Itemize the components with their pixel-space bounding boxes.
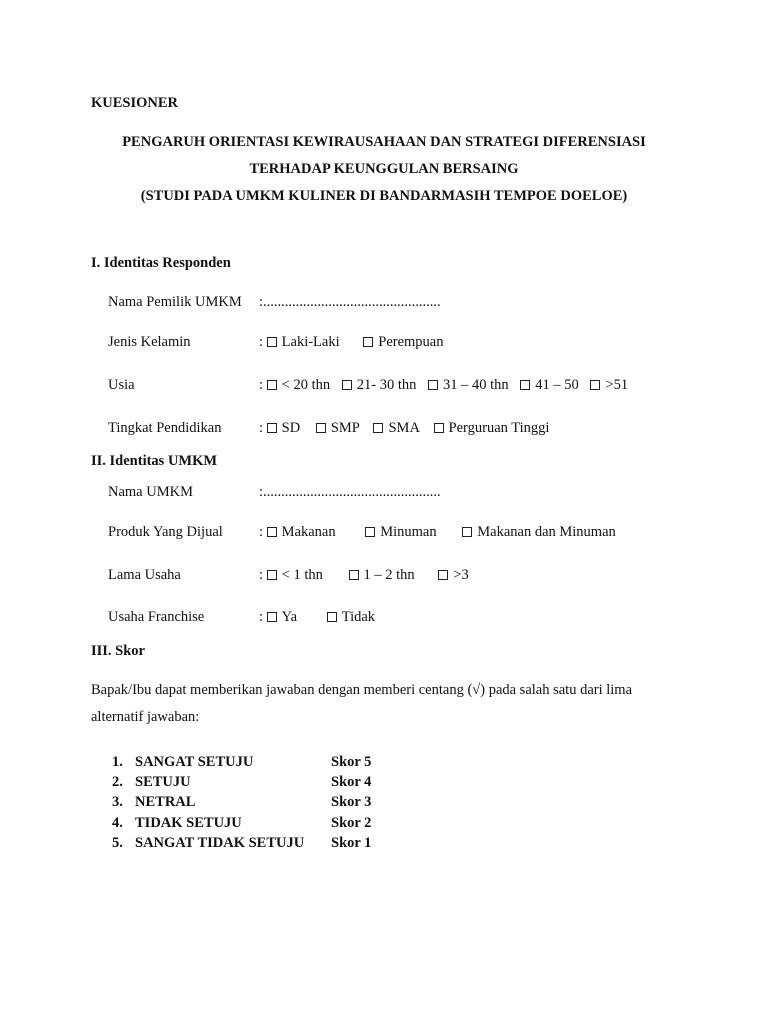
instruction-line-2: alternatif jawaban:: [91, 709, 200, 725]
pendidikan-label: Tingkat Pendidikan: [108, 420, 222, 436]
nama-umkm-field[interactable]: :.................................................: [259, 484, 441, 500]
checkbox-icon[interactable]: [438, 570, 448, 580]
checkbox-icon[interactable]: [363, 337, 373, 347]
section-1-title: I. Identitas Responden: [91, 255, 231, 271]
option-usia-4[interactable]: 41 – 50: [520, 376, 579, 394]
checkbox-icon[interactable]: [590, 380, 600, 390]
instruction-line-1: Bapak/Ibu dapat memberikan jawaban dengan memberi centang (√) pada salah satu dari lima: [91, 682, 633, 698]
score-item-number: 3.: [112, 794, 123, 810]
lama-usaha-label: Lama Usaha: [108, 567, 181, 583]
option-perempuan[interactable]: Perempuan: [363, 333, 443, 351]
checkbox-icon[interactable]: [316, 423, 326, 433]
score-item-number: 1.: [112, 754, 123, 770]
checkbox-icon[interactable]: [342, 380, 352, 390]
option-sma[interactable]: SMA: [373, 419, 419, 437]
option-laki-laki[interactable]: Laki-Laki: [267, 333, 340, 351]
title-line-3: (STUDI PADA UMKM KULINER DI BANDARMASIH TEMPOE DOELOE): [140, 188, 628, 204]
checkbox-icon[interactable]: [327, 612, 337, 622]
option-minuman[interactable]: Minuman: [365, 523, 436, 541]
franchise-options: : Ya Tidak: [259, 609, 376, 625]
score-item-number: 5.: [112, 835, 123, 851]
option-lama-1[interactable]: < 1 thn: [267, 566, 323, 584]
option-lama-2[interactable]: 1 – 2 thn: [349, 566, 415, 584]
option-usia-1[interactable]: < 20 thn: [267, 376, 330, 394]
checkbox-icon[interactable]: [267, 612, 277, 622]
score-item-label: SETUJU: [135, 774, 191, 790]
option-makanan-minuman[interactable]: Makanan dan Minuman: [462, 523, 616, 541]
usia-options: : < 20 thn 21- 30 thn 31 – 40 thn 41 – 50 >51: [259, 377, 629, 393]
checkbox-icon[interactable]: [267, 570, 277, 580]
score-item-value: Skor 2: [331, 815, 372, 831]
nama-pemilik-label: Nama Pemilik UMKM: [108, 294, 242, 310]
checkbox-icon[interactable]: [365, 527, 375, 537]
section-3-title: III. Skor: [91, 643, 145, 659]
title-line-2: TERHADAP KEUNGGULAN BERSAING: [249, 161, 519, 177]
option-smp[interactable]: SMP: [316, 419, 360, 437]
option-usia-3[interactable]: 31 – 40 thn: [428, 376, 509, 394]
section-2-title: II. Identitas UMKM: [91, 453, 218, 469]
pendidikan-options: : SD SMP SMA Perguruan Tinggi: [259, 420, 550, 436]
checkbox-icon[interactable]: [428, 380, 438, 390]
checkbox-icon[interactable]: [267, 527, 277, 537]
doc-heading: KUESIONER: [91, 95, 179, 111]
checkbox-icon[interactable]: [373, 423, 383, 433]
score-item-value: Skor 4: [331, 774, 372, 790]
jenis-kelamin-options: : Laki-Laki Perempuan: [259, 334, 444, 350]
option-perguruan-tinggi[interactable]: Perguruan Tinggi: [434, 419, 550, 437]
checkbox-icon[interactable]: [462, 527, 472, 537]
checkbox-icon[interactable]: [349, 570, 359, 580]
option-ya[interactable]: Ya: [267, 608, 297, 626]
jenis-kelamin-label: Jenis Kelamin: [108, 334, 191, 350]
option-lama-3[interactable]: >3: [438, 566, 468, 584]
option-tidak[interactable]: Tidak: [327, 608, 375, 626]
nama-pemilik-field[interactable]: :.................................................: [259, 294, 441, 310]
score-item-label: NETRAL: [135, 794, 196, 810]
score-item-number: 4.: [112, 815, 123, 831]
option-sd[interactable]: SD: [267, 419, 301, 437]
checkbox-icon[interactable]: [267, 423, 277, 433]
option-usia-2[interactable]: 21- 30 thn: [342, 376, 417, 394]
lama-usaha-options: : < 1 thn 1 – 2 thn >3: [259, 567, 469, 583]
score-item-value: Skor 5: [331, 754, 372, 770]
option-makanan[interactable]: Makanan: [267, 523, 336, 541]
score-item-value: Skor 1: [331, 835, 372, 851]
title-line-1: PENGARUH ORIENTASI KEWIRAUSAHAAN DAN STRATEGI DIFERENSIASI: [122, 134, 646, 150]
checkbox-icon[interactable]: [267, 380, 277, 390]
option-usia-5[interactable]: >51: [590, 376, 628, 394]
score-item-value: Skor 3: [331, 794, 372, 810]
checkbox-icon[interactable]: [267, 337, 277, 347]
checkbox-icon[interactable]: [434, 423, 444, 433]
usia-label: Usia: [108, 377, 135, 393]
score-item-label: TIDAK SETUJU: [135, 815, 242, 831]
score-item-label: SANGAT SETUJU: [135, 754, 254, 770]
score-item-number: 2.: [112, 774, 123, 790]
franchise-label: Usaha Franchise: [108, 609, 205, 625]
produk-label: Produk Yang Dijual: [108, 524, 223, 540]
score-item-label: SANGAT TIDAK SETUJU: [135, 835, 305, 851]
nama-umkm-label: Nama UMKM: [108, 484, 193, 500]
produk-options: : Makanan Minuman Makanan dan Minuman: [259, 524, 616, 540]
checkbox-icon[interactable]: [520, 380, 530, 390]
